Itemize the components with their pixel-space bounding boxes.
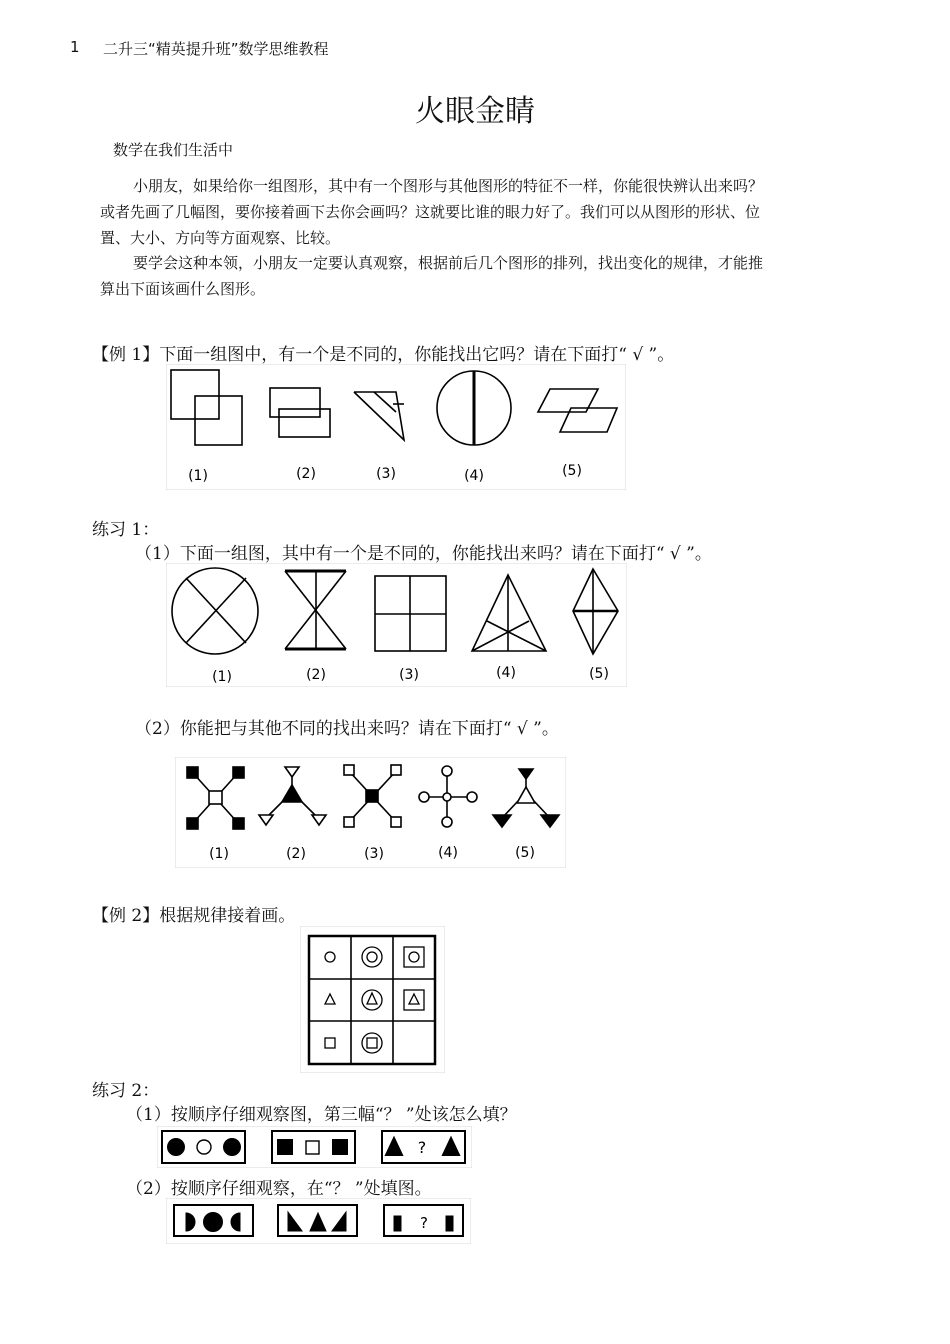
example1-figure [166,364,626,490]
practice1-q1-label-3: (3) [399,667,419,683]
page-number: 1 [70,38,80,56]
practice1-q2-label-5: (5) [515,845,535,861]
practice1-q1-label-1: (1) [212,669,232,685]
intro-line-2: 或者先画了几幅图，要你接着画下去你会画吗？这就要比谁的眼力好了。我们可以从图形的形状、位 [100,203,761,221]
practice1-heading: 练习 1： [92,520,160,540]
practice1-q2-label-3: (3) [364,846,384,862]
practice1-q2-figure [175,757,566,868]
practice2-q2-question-mark: ? [420,1214,428,1232]
example1-label-1: (1) [188,468,208,484]
example1-label-3: (3) [376,466,396,482]
example1-label-5: (5) [562,463,582,479]
practice2-q1-question-mark: ? [417,1138,427,1157]
practice2-q1: （1）按顺序仔细观察图，第三幅“？ ”处该怎么填？ [126,1105,517,1125]
practice2-q2-figure [166,1198,471,1244]
intro-line-4: 要学会这种本领，小朋友一定要认真观察，根据前后几个图形的排列，找出变化的规律，才能推 [133,254,764,272]
practice2-heading: 练习 2： [92,1081,160,1101]
practice1-q1-label-4: (4) [496,665,516,681]
practice1-q2-label-2: (2) [286,846,306,862]
practice1-q2: （2）你能把与其他不同的找出来吗？请在下面打“ √ ”。 [135,719,559,739]
course-title: 二升三“精英提升班”数学思维教程 [103,40,329,58]
practice1-q1-label-2: (2) [306,667,326,683]
practice1-q2-label-1: (1) [209,846,229,862]
intro-line-3: 置、大小、方向等方面观察、比较。 [100,229,341,247]
practice1-q1-label-5: (5) [589,666,609,682]
example1-question: 【例 1】下面一组图中，有一个是不同的，你能找出它吗？请在下面打“ √ ”。 [92,345,675,365]
intro-line-1: 小朋友，如果给你一组图形，其中有一个图形与其他图形的特征不一样，你能很快辨认出来吗？ [133,177,764,195]
practice2-q1-figure [157,1126,472,1168]
example1-label-4: (4) [464,468,484,484]
intro-line-5: 算出下面该画什么图形。 [100,280,266,298]
practice1-q1-figure [166,563,627,687]
example1-label-2: (2) [296,466,316,482]
section-subtitle: 数学在我们生活中 [113,141,234,159]
example2-grid [300,926,445,1073]
practice1-q2-label-4: (4) [438,845,458,861]
practice2-q2: （2）按顺序仔细观察，在“？ ”处填图。 [126,1179,432,1199]
example2-question: 【例 2】根据规律接着画。 [92,906,296,926]
practice1-q1: （1）下面一组图，其中有一个是不同的，你能找出来吗？请在下面打“ √ ”。 [135,544,712,564]
page-title: 火眼金睛 [415,94,535,129]
